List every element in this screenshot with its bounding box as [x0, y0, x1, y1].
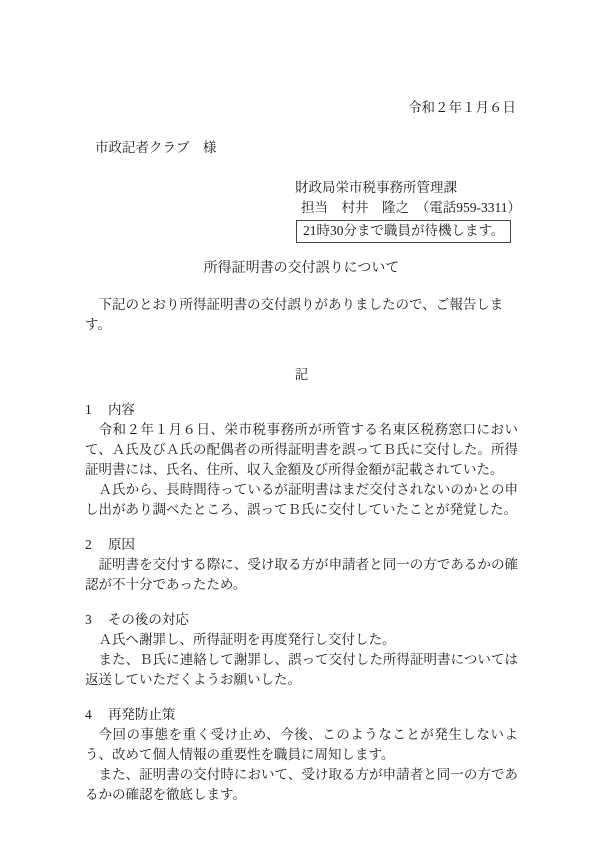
section-paragraph: また、Ｂ氏に連絡して謝罪し、誤って交付した所得証明書については返送していただくようお願いした。: [85, 652, 518, 687]
section-heading: 原因: [107, 537, 135, 552]
section-paragraph: Ａ氏へ謝罪し、所得証明を再度発行し交付した。: [98, 632, 396, 647]
section-heading: 再発防止策: [107, 707, 176, 722]
section-paragraph: 令和２年１月６日、栄市税事務所が所管する名東区税務窓口において、Ａ氏及びＡ氏の配偶者の所得証明書を誤ってＢ氏に交付した。所得証明書には、氏名、住所、収入金額及び所得金額が記載されていた。: [85, 422, 518, 477]
sender-department: 財政局栄市税事務所管理課: [295, 180, 457, 195]
section-paragraph: また、証明書の交付時において、受け取る方が申請者と同一の方であるかの確認を徹底します。: [85, 767, 518, 802]
document-date: 令和２年１月６日: [408, 100, 516, 115]
staff-standby-notice-box: 21時30分まで職員が待機します。: [296, 220, 511, 243]
section-header: [85, 705, 518, 725]
section-header: [85, 610, 518, 630]
section-number: 3: [85, 612, 92, 627]
intro-paragraph: 下記のとおり所得証明書の交付誤りがありましたので、ご報告します。: [85, 297, 504, 332]
section-paragraph: 証明書を交付する際に、受け取る方が申請者と同一の方であるかの確認が不十分であったため。: [85, 557, 518, 592]
section-taiou: [85, 610, 518, 690]
section-paragraph: 今回の事態を重く受け止め、今後、このようなことが発生しないよう、改めて個人情報の重要性を職員に周知します。: [85, 727, 518, 762]
section-naiyou: [85, 400, 518, 520]
section-number: 2: [85, 537, 92, 552]
section-heading: 内容: [107, 402, 135, 417]
addressee: 市政記者クラブ 様: [95, 140, 217, 155]
sender-contact: 担当 村井 隆之 （電話959-3311）: [301, 200, 521, 215]
sender-block: [295, 178, 521, 243]
section-header: [85, 535, 518, 555]
section-number: 1: [85, 402, 92, 417]
page-title: 所得証明書の交付誤りについて: [203, 261, 400, 276]
record-marker: 記: [294, 367, 309, 382]
section-header: [85, 400, 518, 420]
section-genin: [85, 535, 518, 595]
section-saihatsuboushi: [85, 705, 518, 805]
section-heading: その後の対応: [107, 612, 189, 627]
section-paragraph: Ａ氏から、長時間待っているが証明書はまだ交付されないのかとの申し出があり調べたところ、誤ってＢ氏に交付していたことが発覚した。: [85, 482, 518, 517]
section-number: 4: [85, 707, 92, 722]
